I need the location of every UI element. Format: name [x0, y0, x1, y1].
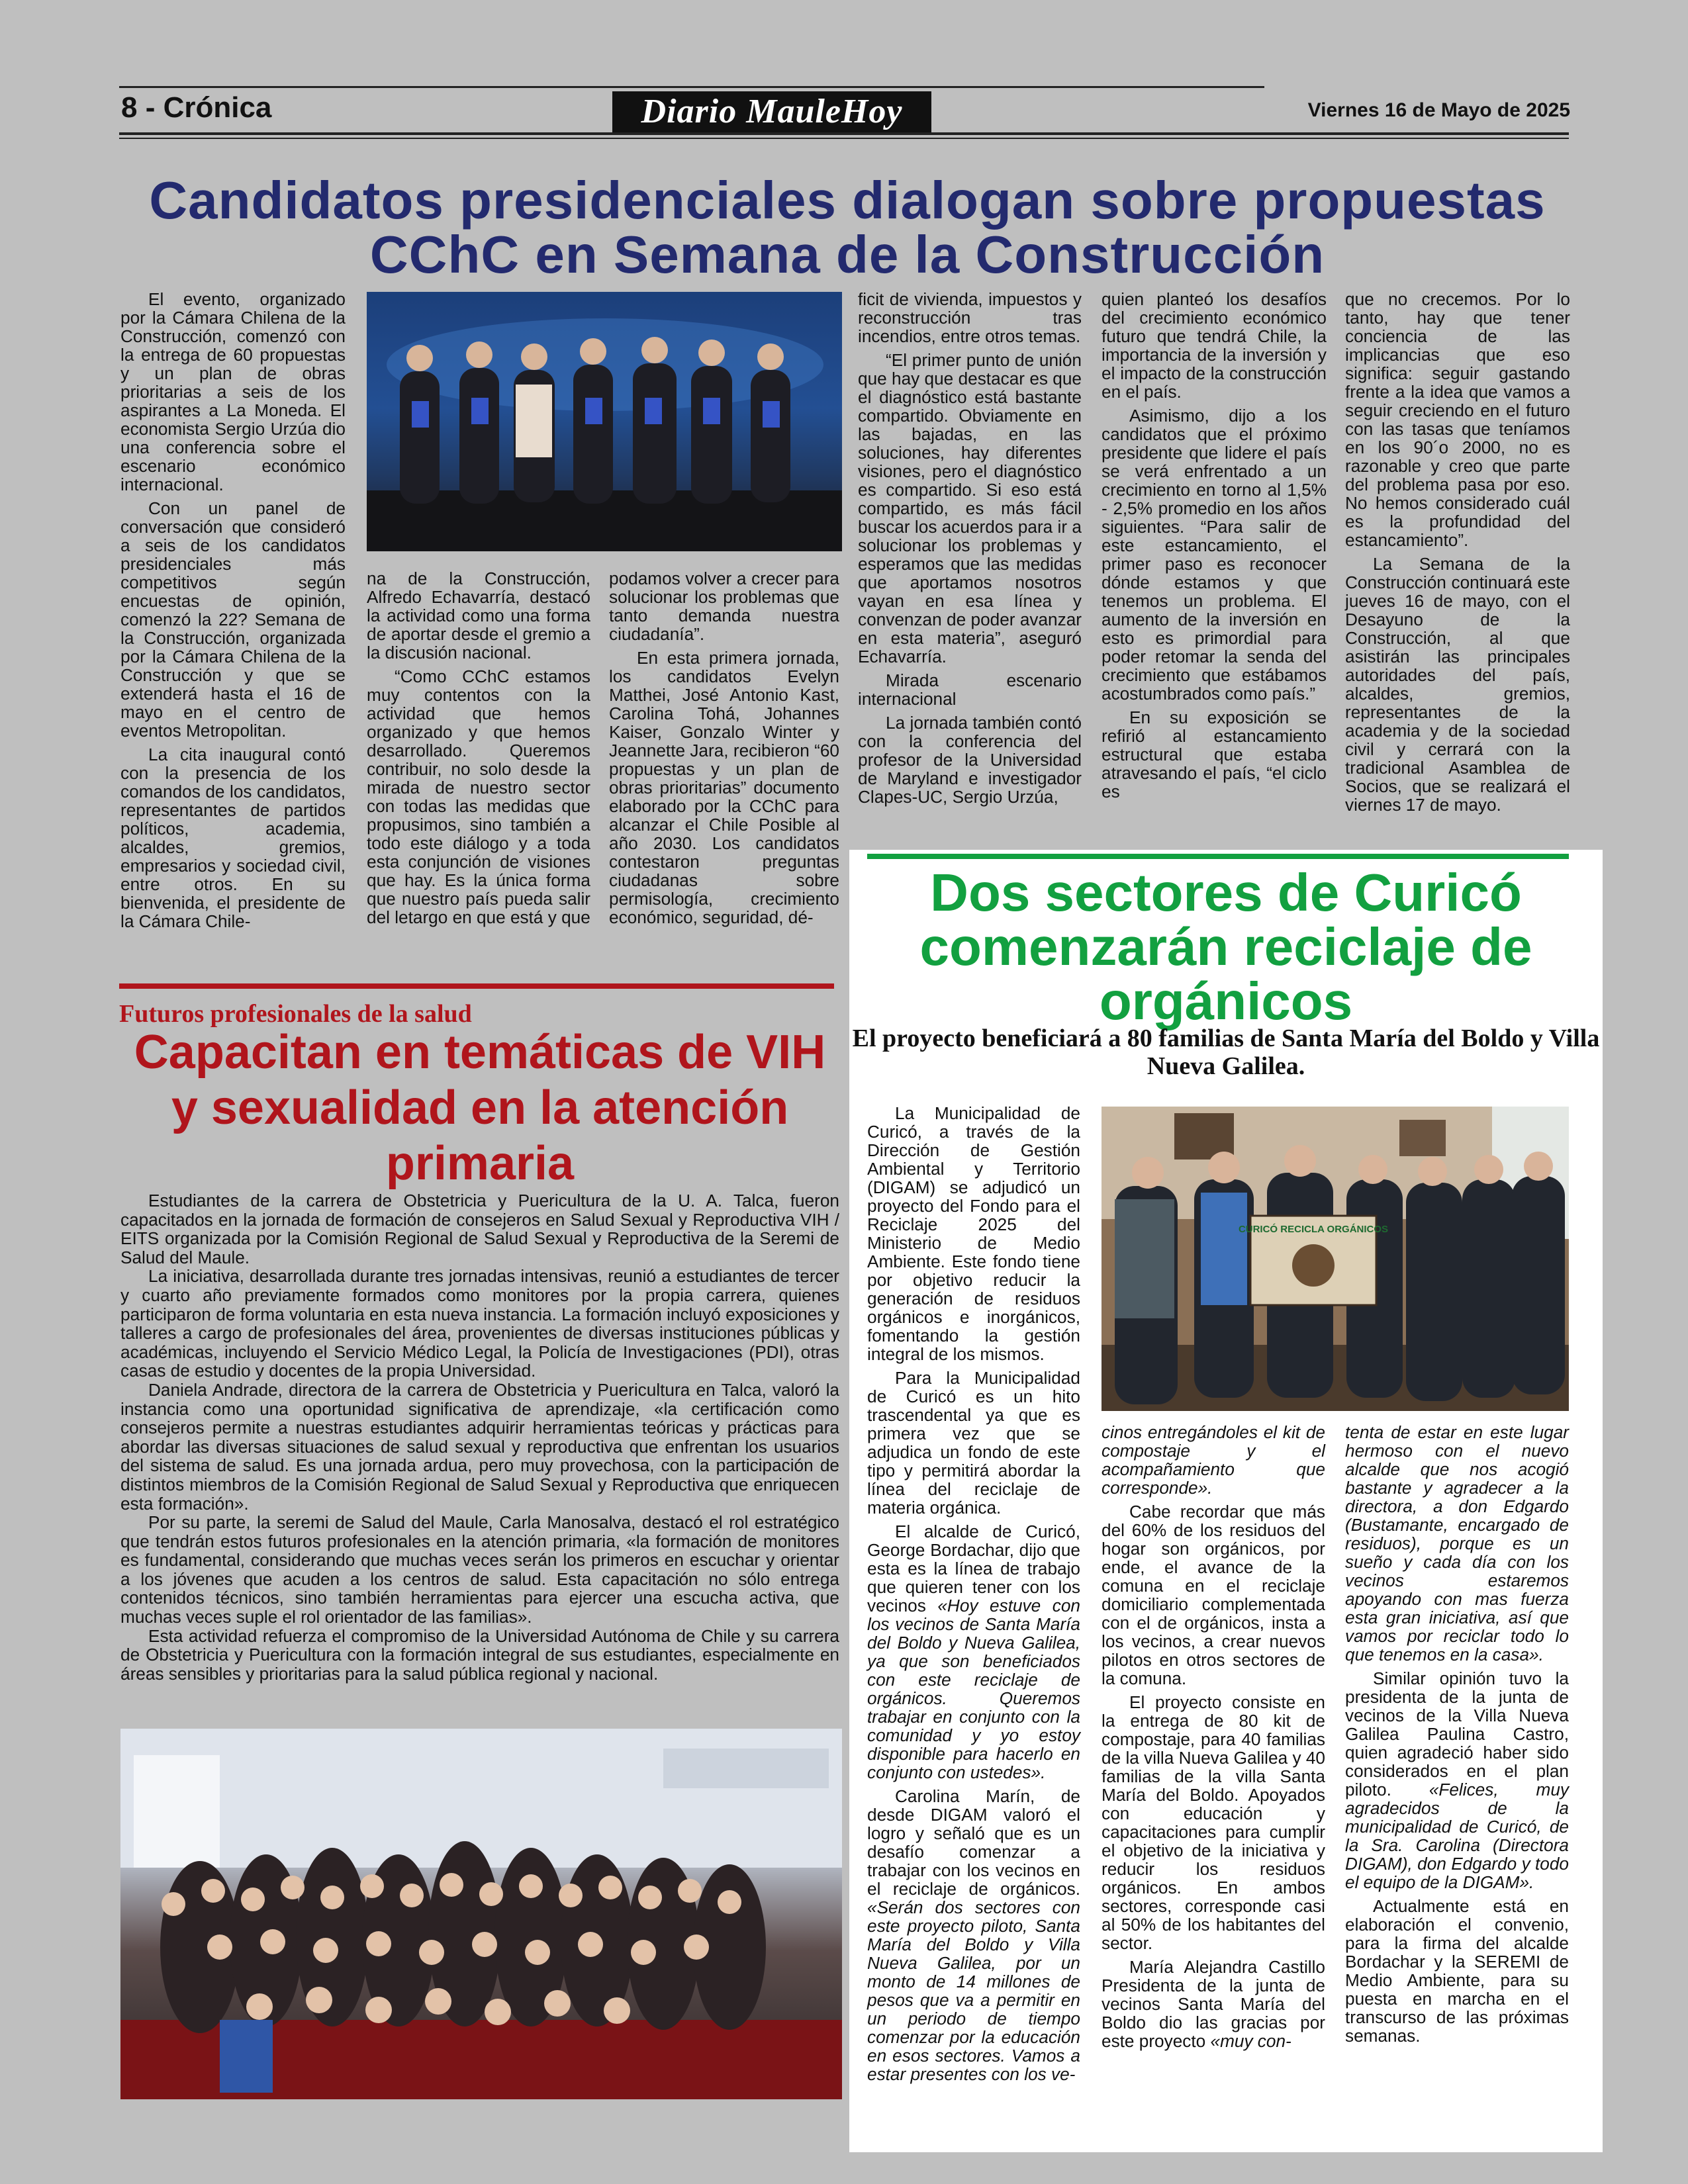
article3-column-1	[867, 1104, 1080, 2089]
article3-column-2	[1102, 1423, 1325, 2056]
article1-paragraph: “El primer punto de unión que hay que destacar es que el diagnóstico está bastante compartido. Obviamente en las bajadas, en las soluciones, hay diferentes visiones, pero el diagnóstico es compartido. Si eso está compartido, es más fácil buscar los acuerdos para ir a solucionar los problemas y esperamos que las medidas que aportamos nosotros vayan en esa línea y convenzan de poder avanzar en esta materia”, aseguró Echavarría.	[858, 350, 1082, 666]
poster-text: CURICÓ RECICLA ORGÁNICOS	[1238, 1224, 1389, 1235]
article1-column-1	[120, 290, 346, 936]
article3-subheadline: El proyecto beneficiará a 80 familias de Santa María del Boldo y Villa Nueva Galilea.	[852, 1024, 1600, 1080]
article2-top-rule	[119, 983, 834, 989]
candidates-photo-illustration	[367, 292, 842, 551]
article3-text: Similar opinión tuvo la presidenta de la junta de vecinos de la Villa Nueva Galilea Paulina Castro, quien agradeció haber sido considerados en el plan piloto.	[1345, 1668, 1569, 1799]
article3-quote: «Serán dos sectores con este proyecto piloto, Santa María del Boldo y Villa Nueva Galilea, por un monto de 14 millones de pesos que va a permitir en un periodo de tiempo comenzar por la educación en esos sectores. Vamos a estar presentes con los ve-	[867, 1897, 1080, 2084]
article3-quote: cinos entregándoles el kit de compostaje y el acompañamiento que corresponde».	[1102, 1422, 1325, 1498]
article3-text: María Alejandra Castillo Presidenta de la junta de vecinos Santa María del Boldo dio las gracias por este proyecto	[1102, 1957, 1325, 2051]
article2-paragraph: Por su parte, la seremi de Salud del Maule, Carla Manosalva, destacó el rol estratégico que tendrán estos futuros profesionales en la atención primaria, «la formación de monitores es fundamental, considerando que muchas veces serán los primeros en escuchar y orientar a los jóvenes que acuden a los centros de salud. Esta capacitación no sólo entrega contenidos técnicos, sino también herramientas para ejercer una escucha activa, que muchas veces suple el rol orientador de las familias».	[120, 1512, 839, 1627]
article2-paragraph: Esta actividad refuerza el compromiso de la Universidad Autónoma de Chile y su carrera de Obstetricia y Puericultura con la formación integral de sus estudiantes, especialmente en áreas sensibles y prioritarias para la salud pública regional y nacional.	[120, 1625, 839, 1684]
header-top-rule	[119, 86, 1264, 88]
header-bottom-rule	[119, 132, 1569, 135]
curico-photo-illustration	[1102, 1107, 1569, 1411]
article1-paragraph: En su exposición se refirió al estancamiento estructural que estaba atravesando el país, “el ciclo es	[1102, 707, 1327, 801]
article1-paragraph: podamos volver a crecer para solucionar los problemas que tanto demanda nuestra ciudadanía”.	[609, 569, 839, 644]
article3-paragraph: El proyecto consiste en la entrega de 80 kit de compostaje, para 40 familias de la villa Nueva Galilea y 40 familias de la villa Santa María del Boldo. Apoyados con educación y capacitaciones para cumplir el objetivo de la iniciativa y reducir los residuos orgánicos. En ambos sectores, corresponde casi al 50% de los habitantes del sector.	[1102, 1692, 1325, 1953]
article1-paragraph: El evento, organizado por la Cámara Chilena de la Construcción, comenzó con la entrega de 60 propuestas y un plan de obras prioritarias a seis de los aspirantes a La Moneda. El economista Sergio Urzúa dio una conferencia sobre el escenario económico internacional.	[120, 289, 346, 494]
article1-paragraph: “Como CChC estamos muy contentos con la actividad que hemos organizado y que hemos desarrollado. Queremos contribuir, no solo desde la mirada de nuestro sector con todas las medidas que propusimos, sino también a todo este diálogo y a toda esta conjunción de visiones que hay. Es la única forma que nuestro país pueda salir del letargo en que está y que	[367, 666, 590, 927]
header-bottom-rule-thin	[119, 138, 1569, 139]
article3-paragraph: Actualmente está en elaboración el convenio, para la firma del alcalde Bordachar y la SEREMI de Medio Ambiente, para su puesta en marcha en el transcurso de las próximas semanas.	[1345, 1896, 1569, 2046]
article3-paragraph	[1345, 1669, 1569, 1891]
article1-paragraph: La cita inaugural contó con la presencia de los comandos de los candidatos, representantes de partidos políticos, academia, alcaldes, gremios, empresarios y sociedad civil, entre otros. En su bienvenida, el presidente de la Cámara Chile-	[120, 745, 346, 931]
article3-quote: «muy con-	[1210, 2031, 1291, 2051]
article3-paragraph: La Municipalidad de Curicó, a través de la Dirección de Gestión Ambiental y Territorio (DIGAM) se adjudicó un proyecto del Fondo para el Reciclaje 2025 del Ministerio de Medio Ambiente. Este fondo tiene por objetivo reducir la generación de residuos orgánicos e inorgánicos, fomentando la gestión integral de los mismos.	[867, 1103, 1080, 1364]
article3-headline: Dos sectores de Curicó comenzarán reciclaje de orgánicos	[919, 863, 1532, 1030]
article1-paragraph: La Semana de la Construcción continuará este jueves 16 de mayo, con el Desayuno de la Construcción, al que asistirán las principales autoridades del país, alcaldes, gremios, representantes de la academia y de la sociedad civil y cerrará con la tradicional Asamblea de Socios, que se realizará el viernes 17 de mayo.	[1345, 554, 1570, 815]
article2-headline: Capacitan en temáticas de VIH y sexualidad en la atención primaria	[134, 1026, 826, 1190]
article1-column-6	[1345, 290, 1570, 819]
article3-paragraph	[1345, 1423, 1569, 1664]
masthead-logo: Diario MauleHoy	[612, 91, 931, 132]
article1-column-5	[1102, 290, 1327, 806]
article3-paragraph	[1102, 1423, 1325, 1497]
article3-text: Carolina Marín, de desde DIGAM valoró el logro y señaló que es un desafío comenzar a trabajar con los vecinos en el reciclaje de orgánicos.	[867, 1786, 1080, 1899]
article2-body	[120, 1191, 839, 1683]
article3-text: El alcalde de Curicó, George Bordachar, dijo que esta es la línea de trabajo que quieren tener con los vecinos	[867, 1522, 1080, 1615]
article2-paragraph: La iniciativa, desarrollada durante tres jornadas intensivas, reunió a estudiantes de tercer y cuarto año previamente formados como monitores por la propia carrera, quienes participaron de forma voluntaria en esta nueva instancia. La formación incluyó exposiciones y talleres a cargo de profesionales del área, provenientes de diversas instituciones públicas y académicas, incluyendo el Servicio Médico Legal, la Policía de Investigaciones (PDI), otras casas de estudio y docentes de la propia Universidad.	[120, 1266, 839, 1381]
article1-paragraph: que no crecemos. Por lo tanto, hay que tener conciencia de las implicancias que eso significa: seguir gastando frente a la idea que vamos a seguir creciendo en el futuro con las tasas que teníamos en los 90´o 2000, no es razonable y creo que parte del problema pasa por eso. No hemos considerado cuál es la profundidad del estancamiento”.	[1345, 289, 1570, 550]
article3-paragraph: Cabe recordar que más del 60% de los residuos del hogar son orgánicos, por ende, el avance de la comuna en el reciclaje domiciliario complementada con el de orgánicos, insta a los vecinos, a crear nuevos pilotos en otros sectores de la comuna.	[1102, 1502, 1325, 1688]
students-photo-illustration	[120, 1729, 842, 2099]
article1-column-3-lower	[609, 569, 839, 932]
article1-headline: Candidatos presidenciales dialogan sobre propuestas CChC en Semana de la Construcción	[149, 171, 1546, 284]
article1-column-4	[858, 290, 1082, 811]
article1-paragraph: ficit de vivienda, impuestos y reconstrucción tras incendios, entre otros temas.	[858, 289, 1082, 346]
article3-paragraph	[867, 1787, 1080, 2083]
article1-paragraph: En esta primera jornada, los candidatos Evelyn Matthei, José Antonio Kast, Carolina Tohá, Johannes Kaiser, Gonzalo Winter y Jeannette Jara, recibieron “60 propuestas y un plan de obras prioritarias” documento elaborado por la CChC para alcanzar el Chile Posible al año 2030. Los candidatos contestaron preguntas ciudadanas sobre permisología, crecimiento económico, seguridad, dé-	[609, 648, 839, 927]
curico-recycling-photo	[1102, 1107, 1569, 1411]
article1-paragraph: quien planteó los desafíos del crecimiento económico futuro que tendrá Chile, la importancia de la inversión y el impacto de la construcción en el país.	[1102, 289, 1327, 402]
article1-paragraph: La jornada también contó con la conferencia del profesor de la Universidad de Maryland e investigador Clapes-UC, Sergio Urzúa,	[858, 713, 1082, 807]
article3-quote: «Felices, muy agradecidos de la municipalidad de Curicó, de la Sra. Carolina (Directora DIGAM), don Edgardo y todo el equipo de la DIGAM».	[1345, 1780, 1569, 1892]
section-label: 8 - Crónica	[121, 91, 272, 124]
article3-top-rule	[867, 854, 1569, 859]
issue-date: Viernes 16 de Mayo de 2025	[1307, 99, 1570, 121]
candidates-photo	[367, 292, 842, 551]
article3-column-3	[1345, 1423, 1569, 2050]
article2-kicker: Futuros profesionales de la salud	[119, 1000, 472, 1028]
article3-paragraph	[867, 1522, 1080, 1782]
article2-paragraph: Daniela Andrade, directora de la carrera de Obstetricia y Puericultura en Talca, valoró la instancia como una oportunidad significativa de aprendizaje, «la certificación como consejeros permite a nuestras estudiantes adquirir herramientas teóricas y prácticas para abordar las diversas situaciones de salud sexual y reproductiva que enfrentan los usuarios del sistema de salud. Es una jornada ardua, pero muy provechosa, con la participación de distintos miembros de la Comisión Regional de Salud Sexual y Reproductiva que enriquecen esta formación».	[120, 1379, 839, 1514]
article1-subheading: Mirada escenario internacional	[858, 670, 1082, 709]
article1-paragraph: na de la Construcción, Alfredo Echavarría, destacó la actividad como una forma de aportar desde el gremio a la discusión nacional.	[367, 569, 590, 662]
students-group-photo	[120, 1729, 842, 2099]
article2-paragraph: Estudiantes de la carrera de Obstetricia y Puericultura de la U. A. Talca, fueron capacitados en la jornada de formación de consejeros en Salud Sexual y Reproductiva VIH / EITS organizada por la Comisión Regional de Salud Sexual y Reproductiva de la Seremi de Salud del Maule.	[120, 1191, 839, 1267]
article3-quote: «Hoy estuve con los vecinos de Santa María del Boldo y Nueva Galilea, ya que son beneficiados con este reciclaje de orgánicos. Queremos trabajar en conjunto con la comunidad y yo estoy disponible para hacerlo en conjunto con ustedes».	[867, 1596, 1080, 1782]
article1-paragraph: Asimismo, dijo a los candidatos que el próximo presidente que lidere el país se verá enfrentado a un crecimiento en torno al 1,5% - 2,5% promedio en los años siguientes. “Para salir de este estancamiento, el primer paso es reconocer dónde estamos y que tenemos un problema. El aumento de la inversión en esto es primordial para poder retomar la senda del crecimiento que estábamos acostumbrados como país.”	[1102, 406, 1327, 704]
article3-quote: tenta de estar en este lugar hermoso con el nuevo alcalde que nos acogió bastante y agradecer a la directora, a don Edgardo (Bustamante, encargado de residuos), porque es un sueño y cada día con los vecinos estaremos apoyando con mas fuerza esta gran iniciativa, así que vamos por reciclar todo lo que tenemos en la casa».	[1345, 1422, 1569, 1664]
article3-paragraph: Para la Municipalidad de Curicó es un hito trascendental ya que es primera vez que se adjudica un fondo de este tipo y permitirá abordar la línea del reciclaje de materia orgánica.	[867, 1368, 1080, 1518]
article3-paragraph	[1102, 1958, 1325, 2050]
article1-column-2	[367, 569, 590, 932]
article1-paragraph: Con un panel de conversación que consideró a seis de los candidatos presidenciales más competitivos según encuestas de opinión, comenzó la 22? Semana de la Construcción, organizada por la Cámara Chilena de la Construcción y que se extenderá hasta el 16 de mayo en el centro de eventos Metropolitan.	[120, 498, 346, 741]
